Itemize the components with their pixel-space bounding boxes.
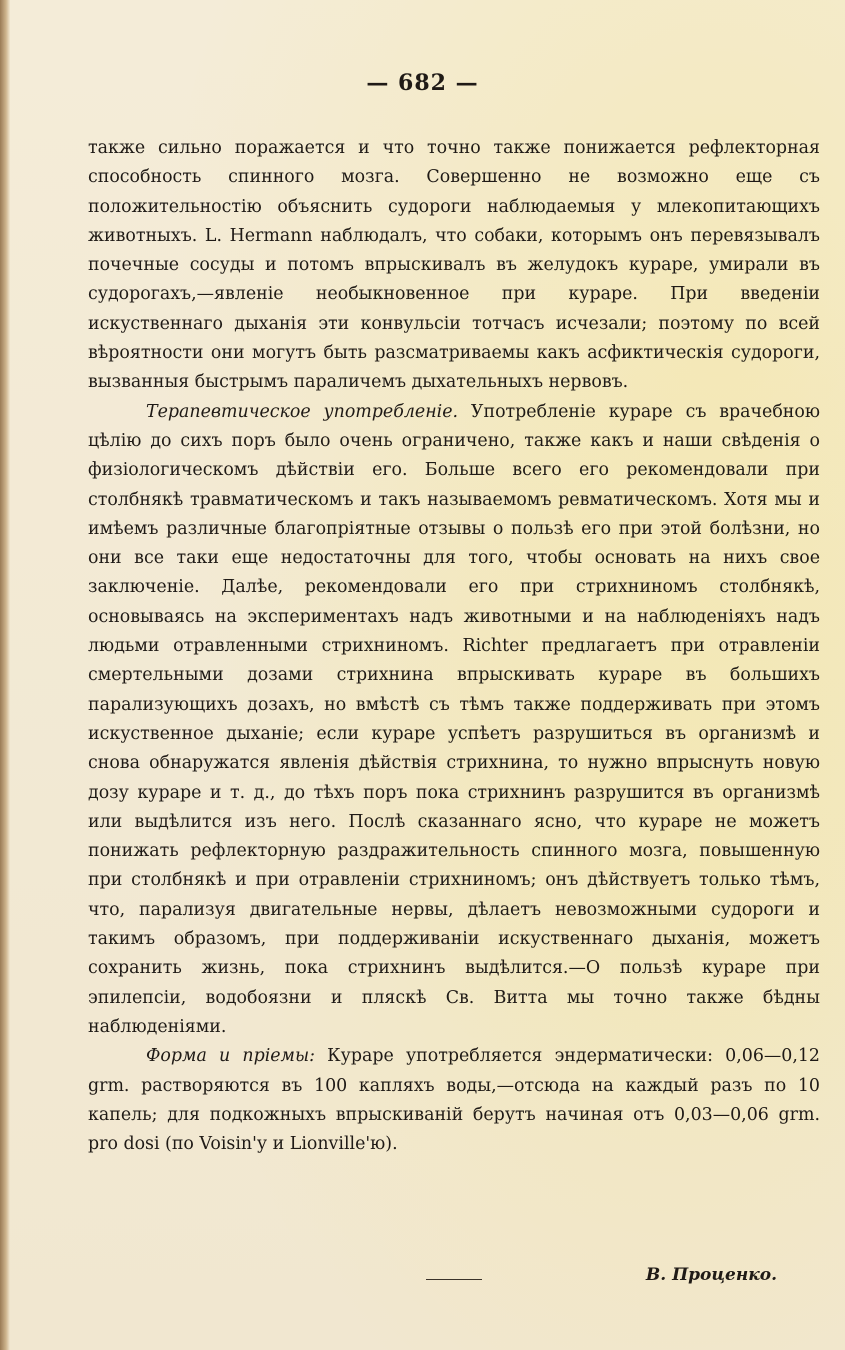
body-text [88, 134, 820, 1159]
section-heading-form-and-dosage: Форма и пріемы: [146, 1046, 315, 1067]
page-footer [0, 1265, 845, 1295]
paragraph-text: Кураре употребляется эндерматически: 0,06—0,12 grm. растворяются въ 100 капляхъ воды,—отсюда на каждый разъ по 10 капель; для подкожныхъ впрыскиваній берутъ начиная отъ 0,03—0,06 grm. pro dosi (по Voisin'у и Lionville'ю). [88, 1046, 820, 1155]
paragraph-therapeutic-use [88, 398, 820, 1043]
page-spine-shadow [0, 0, 10, 1350]
closing-rule [426, 1279, 482, 1280]
author-signature: В. Проценко. [645, 1265, 777, 1285]
page-number: — 682 — [366, 70, 479, 96]
paragraph-text: также сильно поражается и что точно также понижается рефлекторная способность спинного мозга. Совершенно не возможно еще съ положительностію объяснить судороги наблюдаемыя у млекопитающихъ животныхъ. L. Hermann наблюдалъ, что собаки, которымъ онъ перевязывалъ почечные сосуды и потомъ впрыскивалъ въ желудокъ кураре, умирали въ судорогахъ,—явленіе необыкновенное при кураре. При введеніи искуственнаго дыханія эти конвульсіи тотчасъ исчезали; поэтому по всей вѣроятности они могутъ быть разсматриваемы какъ асфиктическія судороги, вызванныя быстрымъ параличемъ дыхательныхъ нервовъ. [88, 138, 820, 393]
paragraph-continuation [88, 134, 820, 398]
paragraph-text: Употребленіе кураре съ врачебною цѣлію до сихъ поръ было очень ограничено, также какъ и наши свѣденія о физіологическомъ дѣйствіи его. Больше всего его рекомендовали при столбнякѣ травматическомъ и такъ называемомъ ревматическомъ. Хотя мы и имѣемъ различные благопріятные отзывы о пользѣ его при этой болѣзни, но они все таки еще недостаточны для того, чтобы основать на нихъ свое заключеніе. Далѣе, рекомендовали его при стрихниномъ столбнякѣ, основываясь на экспериментахъ надъ животными и на наблюденіяхъ надъ людьми отравленными стрихниномъ. Richter предлагаетъ при отравленіи смертельными дозами стрихнина впрыскивать кураре въ большихъ парализующихъ дозахъ, но вмѣстѣ съ тѣмъ также поддерживать при этомъ искуственное дыханіе; если кураре успѣетъ разрушиться въ организмѣ и снова обнаружатся явленія дѣйствія стрихнина, то нужно впрыснуть новую дозу кураре и т. д., до тѣхъ поръ пока стрихнинъ разрушится въ организмѣ или выдѣлится изъ него. Послѣ сказаннаго ясно, что кураре не можетъ понижать рефлекторную раздражительность спинного мозга, повышенную при столбнякѣ и при отравленіи стрихниномъ; онъ дѣйствуетъ только тѣмъ, что, парализуя двигательные нервы, дѣлаетъ невозможными судороги и такимъ образомъ, при поддерживаніи искуственнаго дыханія, можетъ сохранить жизнь, пока стрихнинъ выдѣлится.—О пользѣ кураре при эпилепсіи, водобоязни и пляскѣ Св. Витта мы точно также бѣдны наблюденіями. [88, 401, 820, 1037]
section-heading-therapeutic-use: Терапевтическое употребленіе. [146, 401, 459, 422]
paragraph-form-and-dosage [88, 1042, 820, 1159]
